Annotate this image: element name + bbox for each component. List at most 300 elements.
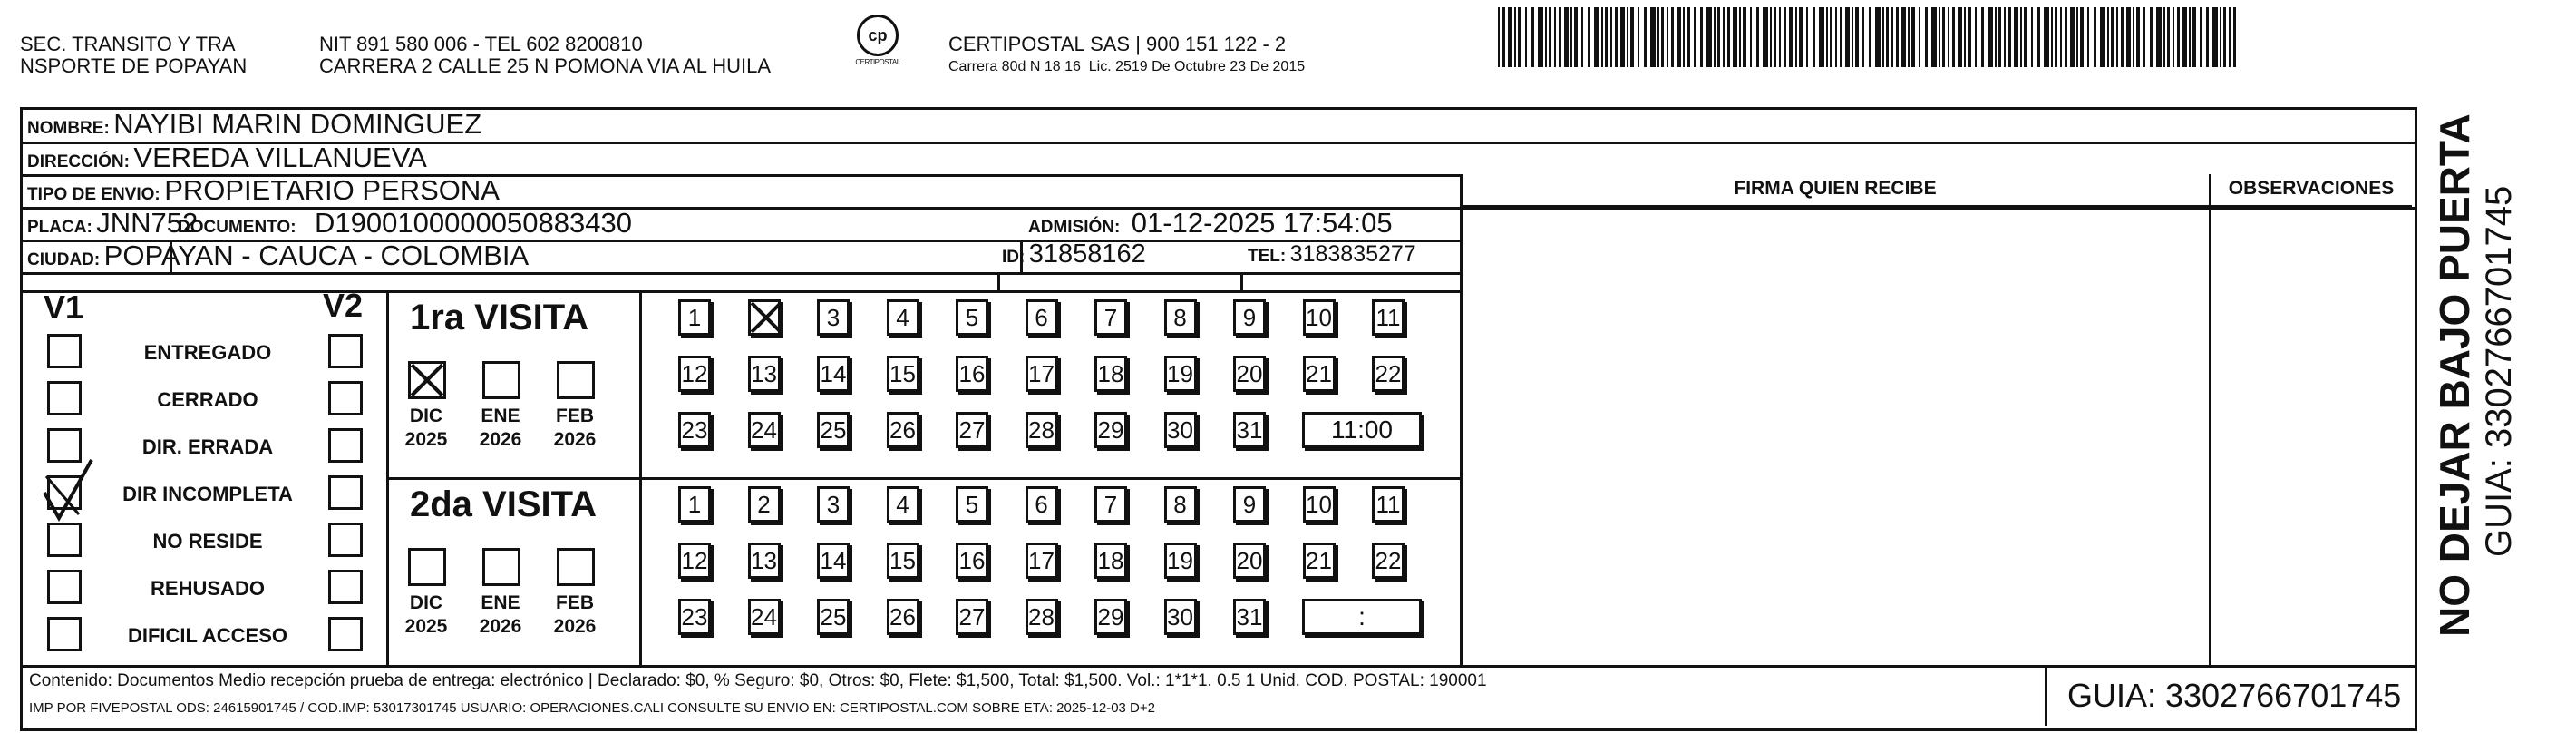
barcode-bar xyxy=(1799,7,1803,67)
status-label: DIFICIL ACCESO xyxy=(127,624,287,647)
barcode-bar xyxy=(2020,7,2022,67)
day-box[interactable]: 6 xyxy=(1026,486,1058,523)
month-label xyxy=(548,405,602,452)
v2-checkbox[interactable] xyxy=(328,334,363,368)
barcode-bar xyxy=(2014,7,2018,67)
visit-title: 1ra VISITA xyxy=(410,298,589,337)
month-year: 2025 xyxy=(404,616,448,637)
barcode-bar xyxy=(1952,7,1955,67)
barcode-bar xyxy=(2192,7,2196,67)
certipostal-logo xyxy=(852,9,903,82)
day-box[interactable]: 8 xyxy=(1164,299,1197,336)
col-header-line xyxy=(1462,205,2412,207)
day-box[interactable]: 1 xyxy=(678,486,711,523)
barcode-bar xyxy=(2177,7,2180,67)
status-label: ENTREGADO xyxy=(143,341,272,364)
v2-checkbox[interactable] xyxy=(328,523,363,557)
time-field[interactable]: : xyxy=(1302,599,1422,635)
barcode-bar xyxy=(1855,7,1859,67)
barcode-bar xyxy=(1694,7,1696,67)
barcode-bar xyxy=(1531,7,1534,67)
placa-cell xyxy=(27,207,198,240)
barcode xyxy=(1498,7,2240,67)
day-box[interactable]: 9 xyxy=(1233,486,1266,523)
day-box[interactable]: 25 xyxy=(817,599,850,635)
ciudad-value: POPAYAN - CAUCA - COLOMBIA xyxy=(103,240,530,271)
admision-cell xyxy=(1028,207,1393,240)
barcode-bar xyxy=(1875,7,1881,67)
barcode-bar xyxy=(1795,7,1797,67)
barcode-bar xyxy=(1988,7,1993,67)
barcode-bar xyxy=(2126,7,2131,67)
day-box[interactable]: 4 xyxy=(887,299,919,336)
barcode-bar xyxy=(1948,7,1949,67)
barcode-bar xyxy=(1508,7,1512,67)
x-mark-icon xyxy=(408,361,446,399)
month-year: 2026 xyxy=(479,616,522,637)
barcode-bar xyxy=(2107,7,2109,67)
barcode-bar xyxy=(1723,7,1725,67)
status-label: REHUSADO xyxy=(151,577,265,600)
tipo-label: TIPO DE ENVIO: xyxy=(27,185,160,204)
barcode-bar xyxy=(1862,7,1864,67)
barcode-bar xyxy=(1891,7,1893,67)
footer-content-line: Contenido: Documentos Medio recepción prueba de entrega: electrónico | Declarado: $0, % Seguro: $0, Otros: $0, Flete: $1,500, Total: $1,500. Vol.: 1*1*1. 0.5 1 Unid. COD. POSTAL: 190001 xyxy=(29,671,1487,690)
row-line-6 xyxy=(20,290,1462,293)
barcode-bar xyxy=(1498,7,1500,67)
barcode-bar xyxy=(1968,7,1971,67)
day-box[interactable]: 22 xyxy=(1372,356,1405,392)
barcode-bar xyxy=(1706,7,1712,67)
barcode-bar xyxy=(2111,7,2114,67)
barcode-bar xyxy=(1756,7,1759,67)
day-box[interactable]: 17 xyxy=(1026,356,1058,392)
day-box[interactable] xyxy=(748,299,781,336)
day-box[interactable]: 31 xyxy=(1233,412,1266,448)
barcode-bar xyxy=(1667,7,1668,67)
month-checkbox[interactable] xyxy=(557,361,595,399)
month-label xyxy=(473,405,528,452)
barcode-bar xyxy=(2223,7,2226,67)
barcode-bar xyxy=(1644,7,1647,67)
barcode-bar xyxy=(1869,7,1871,67)
v2-checkbox[interactable] xyxy=(328,570,363,604)
day-box[interactable]: 1 xyxy=(678,299,711,336)
barcode-bar xyxy=(1727,7,1730,67)
v2-checkbox[interactable] xyxy=(328,381,363,415)
barcode-bar xyxy=(1538,7,1543,67)
month-checkbox[interactable] xyxy=(482,361,520,399)
v1-checkbox[interactable] xyxy=(47,334,82,368)
time-field[interactable]: 11:00 xyxy=(1302,412,1422,448)
firma-left-border xyxy=(1460,174,1463,668)
day-box[interactable]: 23 xyxy=(678,599,711,635)
barcode-bar xyxy=(1581,7,1583,67)
day-box[interactable]: 12 xyxy=(678,543,711,579)
barcode-bar xyxy=(1784,7,1786,67)
barcode-bar xyxy=(1789,7,1793,67)
id-divider xyxy=(997,272,1000,290)
barcode-bar xyxy=(2167,7,2170,67)
barcode-bar xyxy=(2004,7,2006,67)
barcode-bar xyxy=(2060,7,2062,67)
sender-address: CARRERA 2 CALLE 25 N POMONA VIA AL HUILA xyxy=(319,54,772,77)
month-checkbox[interactable] xyxy=(557,548,595,586)
barcode-bar xyxy=(1588,7,1590,67)
barcode-bar xyxy=(2044,7,2049,67)
day-box[interactable]: 29 xyxy=(1094,412,1127,448)
v2-header: V2 xyxy=(323,287,364,324)
month-checkbox[interactable] xyxy=(408,361,446,399)
barcode-bar xyxy=(1931,7,1937,67)
nombre-label: NOMBRE: xyxy=(27,119,110,138)
day-box[interactable]: 11 xyxy=(1372,486,1405,523)
day-box[interactable]: 12 xyxy=(678,356,711,392)
barcode-bar xyxy=(1605,7,1608,67)
tel-divider xyxy=(1240,272,1243,290)
barcode-bar xyxy=(1574,7,1578,67)
v1-checkbox[interactable] xyxy=(47,617,82,651)
day-box[interactable]: 17 xyxy=(1026,543,1058,579)
visit-title: 2da VISITA xyxy=(410,484,597,524)
barcode-bar xyxy=(2100,7,2105,67)
day-box[interactable]: 22 xyxy=(1372,543,1405,579)
day-box[interactable]: 15 xyxy=(887,543,919,579)
barcode-bar xyxy=(1911,7,1915,67)
barcode-bar xyxy=(1908,7,1910,67)
visit-separator xyxy=(386,477,1462,480)
barcode-bar xyxy=(1774,7,1776,67)
barcode-bar xyxy=(1570,7,1572,67)
placa-value: JNN752 xyxy=(96,207,199,239)
id-value: 31858162 xyxy=(1028,240,1146,269)
month-label xyxy=(473,591,528,639)
day-box[interactable]: 24 xyxy=(748,599,781,635)
day-box[interactable]: 29 xyxy=(1094,599,1127,635)
day-box[interactable]: 15 xyxy=(887,356,919,392)
tel-value: 3183835277 xyxy=(1289,241,1416,267)
ciudad-label: CIUDAD: xyxy=(27,250,101,269)
x-mark-icon xyxy=(748,299,784,336)
observaciones-header: OBSERVACIONES xyxy=(2228,178,2395,199)
day-box[interactable]: 31 xyxy=(1233,599,1266,635)
day-box[interactable]: 3 xyxy=(817,486,850,523)
barcode-bar xyxy=(1714,7,1716,67)
barcode-bar xyxy=(1661,7,1664,67)
barcode-bar xyxy=(1896,7,1899,67)
barcode-bar xyxy=(1964,7,1966,67)
barcode-bar xyxy=(2156,7,2162,67)
day-box[interactable]: 18 xyxy=(1094,543,1127,579)
day-box[interactable]: 14 xyxy=(817,356,850,392)
day-box[interactable]: 5 xyxy=(956,486,988,523)
barcode-bar xyxy=(2133,7,2134,67)
barcode-bar xyxy=(1554,7,1556,67)
nombre-value: NAYIBI MARIN DOMINGUEZ xyxy=(113,108,482,140)
month-checkbox[interactable] xyxy=(482,548,520,586)
barcode-bar xyxy=(1886,7,1889,67)
barcode-bar xyxy=(1514,7,1516,67)
day-box[interactable]: 30 xyxy=(1164,412,1197,448)
admision-value: 01-12-2025 17:54:05 xyxy=(1131,207,1393,239)
barcode-bar xyxy=(1610,7,1612,67)
barcode-bar xyxy=(1677,7,1681,67)
barcode-bar xyxy=(1717,7,1720,67)
month-name: FEB xyxy=(556,592,594,613)
month-label xyxy=(399,405,453,452)
documento-value: D1900100000050883430 xyxy=(315,207,632,239)
placa-label: PLACA: xyxy=(27,218,92,237)
barcode-bar xyxy=(1840,7,1842,67)
barcode-bar xyxy=(1594,7,1599,67)
barcode-bar xyxy=(2212,7,2218,67)
direccion-label: DIRECCIÓN: xyxy=(27,152,130,171)
day-box[interactable]: 11 xyxy=(1372,299,1405,336)
barcode-bar xyxy=(1830,7,1832,67)
barcode-bar xyxy=(2206,7,2209,67)
firma-header: FIRMA QUIEN RECIBE xyxy=(1734,178,1937,199)
barcode-bar xyxy=(2024,7,2027,67)
barcode-bar xyxy=(1925,7,1928,67)
barcode-bar xyxy=(1687,7,1690,67)
side-guia: GUIA: 3302766701745 xyxy=(2479,185,2519,557)
barcode-bar xyxy=(1525,7,1527,67)
barcode-bar xyxy=(2182,7,2187,67)
direccion-row xyxy=(27,142,427,174)
barcode-bar xyxy=(1549,7,1551,67)
direccion-value: VEREDA VILLANUEVA xyxy=(133,142,427,173)
id-cell xyxy=(1002,240,1146,269)
day-box[interactable]: 9 xyxy=(1233,299,1266,336)
footer-print-line: IMP POR FIVEPOSTAL ODS: 24615901745 / COD.IMP: 53017301745 USUARIO: OPERACIONES.CALI CONSULTE SU ENVIO EN: CERTIPOSTAL.COM SOBRE ETA: 2025-12-03 D+2 xyxy=(29,700,1155,716)
v2-checkbox[interactable] xyxy=(328,617,363,651)
v1-checkbox[interactable] xyxy=(47,570,82,604)
barcode-bar xyxy=(1806,7,1808,67)
month-name: DIC xyxy=(409,406,443,426)
barcode-bar xyxy=(1901,7,1906,67)
month-checkbox[interactable] xyxy=(408,548,446,586)
v2-checkbox[interactable] xyxy=(328,475,363,510)
day-box[interactable]: 18 xyxy=(1094,356,1127,392)
tel-label: TEL: xyxy=(1248,247,1287,266)
month-year: 2026 xyxy=(479,429,522,450)
day-box[interactable]: 20 xyxy=(1233,356,1266,392)
day-box[interactable]: 16 xyxy=(956,356,988,392)
documento-label: DOCUMENTO: xyxy=(178,218,296,237)
day-box[interactable]: 21 xyxy=(1303,543,1336,579)
barcode-bar xyxy=(1779,7,1781,67)
day-box[interactable]: 28 xyxy=(1026,599,1058,635)
status-label: DIR INCOMPLETA xyxy=(122,483,293,505)
barcode-bar xyxy=(1620,7,1625,67)
barcode-bar xyxy=(2136,7,2140,67)
day-box[interactable]: 27 xyxy=(956,599,988,635)
barcode-bar xyxy=(1995,7,1997,67)
day-box[interactable]: 30 xyxy=(1164,599,1197,635)
status-label: CERRADO xyxy=(157,388,258,411)
barcode-bar xyxy=(1919,7,1920,67)
day-box[interactable]: 19 xyxy=(1164,543,1197,579)
barcode-bar xyxy=(1615,7,1618,67)
barcode-bar xyxy=(1671,7,1674,67)
status-label: DIR. ERRADA xyxy=(141,435,274,458)
barcode-bar xyxy=(2037,7,2040,67)
footer-line xyxy=(20,665,2415,668)
day-box[interactable]: 27 xyxy=(956,412,988,448)
barcode-bar xyxy=(1813,7,1815,67)
barcode-bar xyxy=(1545,7,1547,67)
barcode-bar xyxy=(1998,7,2001,67)
barcode-bar xyxy=(1559,7,1561,67)
day-box[interactable]: 20 xyxy=(1233,543,1266,579)
barcode-bar xyxy=(2065,7,2067,67)
barcode-bar xyxy=(1601,7,1603,67)
nombre-row xyxy=(27,108,481,141)
barcode-bar xyxy=(2200,7,2202,67)
barcode-bar xyxy=(1564,7,1569,67)
footer-guia: GUIA: 3302766701745 xyxy=(2067,677,2402,714)
month-year: 2026 xyxy=(553,429,597,450)
day-box[interactable]: 19 xyxy=(1164,356,1197,392)
day-box[interactable]: 23 xyxy=(678,412,711,448)
v1-checkbox[interactable] xyxy=(47,475,82,510)
sender-name-line2: NSPORTE DE POPAYAN xyxy=(20,54,248,77)
day-box[interactable]: 10 xyxy=(1303,486,1336,523)
barcode-bar xyxy=(2121,7,2124,67)
barcode-bar xyxy=(1942,7,1945,67)
ciudad-cell xyxy=(27,240,529,272)
barcode-bar xyxy=(1770,7,1772,67)
barcode-bar xyxy=(2008,7,2011,67)
barcode-bar xyxy=(1743,7,1746,67)
v1-checkbox[interactable] xyxy=(47,381,82,415)
barcode-bar xyxy=(2116,7,2118,67)
barcode-bar xyxy=(2031,7,2033,67)
barcode-bar xyxy=(1733,7,1737,67)
day-box[interactable]: 8 xyxy=(1164,486,1197,523)
logo-text: CERTIPOSTAL xyxy=(855,58,900,66)
barcode-bar xyxy=(1739,7,1741,67)
day-box[interactable]: 25 xyxy=(817,412,850,448)
barcode-bar xyxy=(1638,7,1639,67)
month-name: ENE xyxy=(481,406,520,426)
day-box[interactable]: 2 xyxy=(748,486,781,523)
barcode-bar xyxy=(1845,7,1850,67)
barcode-bar xyxy=(2055,7,2057,67)
tipo-row xyxy=(27,174,500,207)
barcode-bar xyxy=(1750,7,1752,67)
no-dejar-warning: NO DEJAR BAJO PUERTA xyxy=(2431,113,2478,637)
v2-checkbox[interactable] xyxy=(328,428,363,463)
barcode-bar xyxy=(2070,7,2075,67)
day-box[interactable]: 21 xyxy=(1303,356,1336,392)
barcode-bar xyxy=(2150,7,2153,67)
barcode-bar xyxy=(1958,7,1962,67)
id-label: ID: xyxy=(1002,248,1026,267)
v1-checkbox[interactable] xyxy=(47,523,82,557)
day-box[interactable]: 26 xyxy=(887,412,919,448)
license-line: Carrera 80d N 18 16 Lic. 2519 De Octubre 23 De 2015 xyxy=(948,59,1306,74)
month-name: DIC xyxy=(409,592,443,613)
day-box[interactable]: 28 xyxy=(1026,412,1058,448)
row-line-5 xyxy=(20,272,1462,275)
barcode-bar xyxy=(2051,7,2053,67)
sender-nit: NIT 891 580 006 - TEL 602 8200810 xyxy=(319,33,643,55)
barcode-bar xyxy=(2080,7,2084,67)
day-box[interactable]: 7 xyxy=(1094,486,1127,523)
barcode-bar xyxy=(1826,7,1828,67)
sender-name-line1: SEC. TRANSITO Y TRA xyxy=(20,33,236,55)
day-box[interactable]: 24 xyxy=(748,412,781,448)
month-label xyxy=(399,591,453,639)
barcode-bar xyxy=(2087,7,2089,67)
barcode-bar xyxy=(1700,7,1703,67)
tel-cell xyxy=(1248,241,1416,268)
barcode-bar xyxy=(1518,7,1521,67)
day-box[interactable]: 3 xyxy=(817,299,850,336)
barcode-bar xyxy=(1502,7,1505,67)
barcode-bar xyxy=(2163,7,2165,67)
day-box[interactable]: 7 xyxy=(1094,299,1127,336)
barcode-bar xyxy=(1683,7,1685,67)
v1-header: V1 xyxy=(44,288,84,326)
barcode-bar xyxy=(1835,7,1837,67)
barcode-bar xyxy=(2229,7,2231,67)
day-box[interactable]: 13 xyxy=(748,543,781,579)
barcode-bar xyxy=(1627,7,1628,67)
documento-cell xyxy=(178,207,632,240)
obs-left-border xyxy=(2209,174,2211,668)
day-box[interactable]: 4 xyxy=(887,486,919,523)
footer-guia-divider xyxy=(2045,665,2047,726)
barcode-bar xyxy=(1981,7,1984,67)
day-box[interactable]: 5 xyxy=(956,299,988,336)
barcode-bar xyxy=(1650,7,1656,67)
month-year: 2025 xyxy=(404,429,448,450)
barcode-bar xyxy=(2173,7,2174,67)
month-name: FEB xyxy=(556,406,594,426)
barcode-bar xyxy=(1975,7,1977,67)
barcode-bar xyxy=(2076,7,2078,67)
barcode-bar xyxy=(1763,7,1768,67)
barcode-bar xyxy=(2143,7,2145,67)
month-year: 2026 xyxy=(553,616,597,637)
barcode-bar xyxy=(2094,7,2096,67)
admision-label: ADMISIÓN: xyxy=(1028,218,1121,237)
status-label: NO RESIDE xyxy=(152,530,263,552)
barcode-bar xyxy=(1852,7,1853,67)
barcode-bar xyxy=(2220,7,2221,67)
barcode-bar xyxy=(1882,7,1884,67)
barcode-bar xyxy=(1939,7,1940,67)
day-box[interactable]: 6 xyxy=(1026,299,1058,336)
company-line: CERTIPOSTAL SAS | 900 151 122 - 2 xyxy=(948,33,1287,55)
barcode-bar xyxy=(1657,7,1659,67)
day-box[interactable]: 16 xyxy=(956,543,988,579)
logo-mark: cp xyxy=(857,15,899,56)
day-box[interactable]: 26 xyxy=(887,599,919,635)
barcode-bar xyxy=(2189,7,2191,67)
month-name: ENE xyxy=(481,592,520,613)
day-box[interactable]: 14 xyxy=(817,543,850,579)
barcode-bar xyxy=(2233,7,2236,67)
day-box[interactable]: 13 xyxy=(748,356,781,392)
barcode-bar xyxy=(1819,7,1824,67)
month-label xyxy=(548,591,602,639)
day-box[interactable]: 10 xyxy=(1303,299,1336,336)
tipo-value: PROPIETARIO PERSONA xyxy=(164,174,500,206)
barcode-bar xyxy=(1630,7,1634,67)
